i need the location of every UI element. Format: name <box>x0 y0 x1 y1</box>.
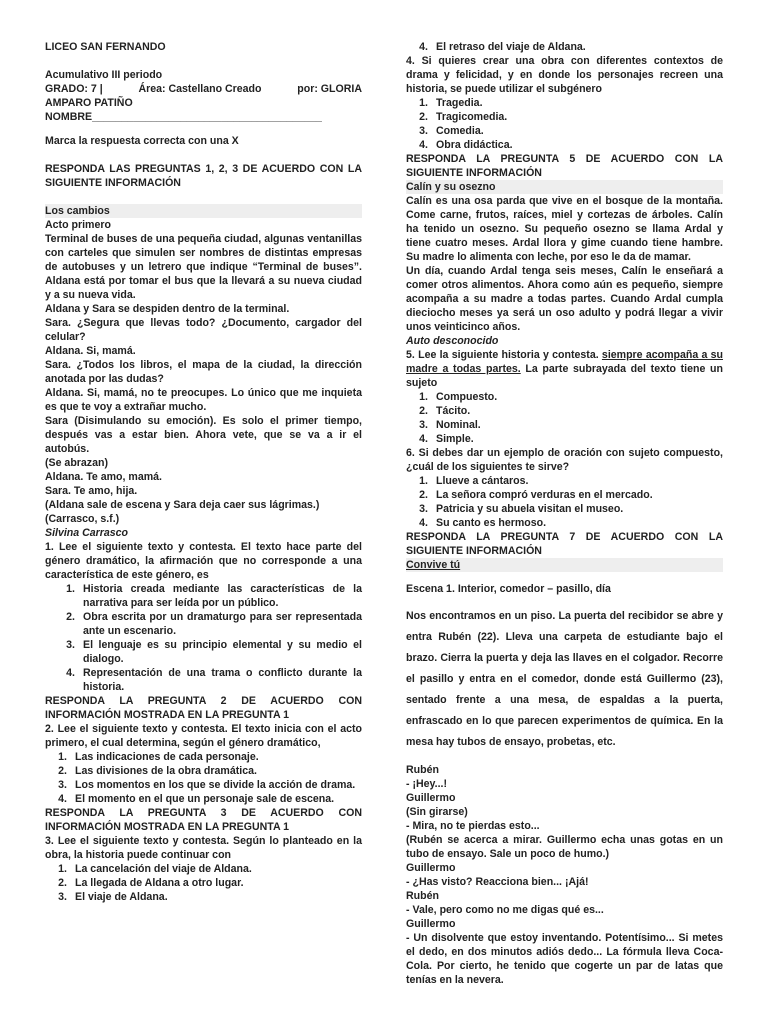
question-2-options <box>45 750 362 806</box>
answer-option[interactable]: 4. Representación de una trama o conflicto durante la historia. <box>66 667 362 693</box>
question-5-prompt-end: La parte subrayada del texto tiene un sujeto <box>406 363 723 389</box>
answer-option[interactable]: 2. La llegada de Aldana a otro lugar. <box>58 877 244 889</box>
question-2-heading: RESPONDA LA PREGUNTA 2 DE ACUERDO CON INFORMACIÓN MOSTRADA EN LA PREGUNTA 1 <box>45 695 362 721</box>
question-6-options <box>406 474 723 530</box>
answer-option[interactable]: 3. Los momentos en los que se divide la acción de drama. <box>58 779 356 791</box>
grade-line <box>45 82 362 96</box>
answer-option[interactable]: 4. Obra didáctica. <box>419 139 513 151</box>
dialogue-line: - ¿Has visto? Reacciona bien... ¡Ajá! <box>406 876 589 888</box>
answer-option[interactable]: 1. La cancelación del viaje de Aldana. <box>58 863 252 875</box>
answer-option[interactable]: 4. El momento en el que un personaje sale de escena. <box>58 793 335 805</box>
period-label: Acumulativo III periodo <box>45 69 163 81</box>
story-line: Sara. ¿Todos los libros, el mapa de la ciudad, la dirección anotada por las dudas? <box>45 359 362 385</box>
answer-option[interactable]: 2. La señora compró verduras en el mercado. <box>419 489 653 501</box>
question-5-options <box>406 390 723 446</box>
student-name-line[interactable]: NOMBRE_______________________________________ <box>45 111 322 123</box>
dialogue-line: Guillermo <box>406 862 456 874</box>
answer-option[interactable]: 1. Historia creada mediante las características de la narrativa para ser leída por un público. <box>66 583 362 609</box>
left-column <box>45 40 362 904</box>
answer-option[interactable]: 2. Tragicomedia. <box>419 111 508 123</box>
story-2-source: Auto desconocido <box>406 335 499 347</box>
area-label: Área: Castellano Creado <box>138 83 262 95</box>
dialogue-line: Guillermo <box>406 792 456 804</box>
scene-description: Nos encontramos en un piso. La puerta del recibidor se abre y entra Rubén (22). Lleva una carpeta de estudiante bajo el brazo. Cierra la puerta y deja las llaves en el colgador. Recorre el pasillo y entra en el comedor, donde está Guillermo (23), sentado frente a una mesa, de espaldas a la puerta, enfrascado en lo que parecen experimentos de química. En la mesa hay tubos de ensayo, probetas, etc. <box>406 610 723 748</box>
story-author: Silvina Carrasco <box>45 527 129 539</box>
dialogue-line: Rubén <box>406 890 439 902</box>
answer-option[interactable]: 4. Su canto es hermoso. <box>419 517 547 529</box>
story-3-title: Convive tú <box>406 558 723 572</box>
story-line: Terminal de buses de una pequeña ciudad, algunas ventanillas con carteles que simulen ser nombres de distintas empresas de autobuses y un letrero que indique “Terminal de buses”. Aldana está por tomar el bus que la llevará a su nueva ciudad y a su nueva vida. <box>45 233 362 301</box>
right-column <box>406 40 723 987</box>
teacher-by-label: por: GLORIA <box>297 83 362 95</box>
instruction-text: Marca la respuesta correcta con una X <box>45 135 239 147</box>
dialogue-line: (Rubén se acerca a mirar. Guillermo echa unas gotas en un tubo de ensayo. Sale un poco de humo.) <box>406 834 723 860</box>
story-line: Aldana. Te amo, mamá. <box>45 471 162 483</box>
question-7-heading: RESPONDA LA PREGUNTA 7 DE ACUERDO CON LA SIGUIENTE INFORMACIÓN <box>406 531 723 557</box>
question-6-text: 6. Si debes dar un ejemplo de oración con sujeto compuesto, ¿cuál de los siguientes te sirve? <box>406 447 723 473</box>
answer-option[interactable]: 4. Simple. <box>419 433 474 445</box>
answer-option[interactable]: 1. Compuesto. <box>419 391 498 403</box>
dialogue-line: Rubén <box>406 764 439 776</box>
story-title: Los cambios <box>45 204 362 218</box>
dialogue-line: - Mira, no te pierdas esto... <box>406 820 540 832</box>
question-3-text: 3. Lee el siguiente texto y contesta. Según lo planteado en la obra, la historia puede continuar con <box>45 835 362 861</box>
answer-option[interactable]: 3. Comedia. <box>419 125 484 137</box>
story-line: (Carrasco, s.f.) <box>45 513 120 525</box>
question-3-options-continued <box>406 40 723 54</box>
answer-option[interactable]: 4. El retraso del viaje de Aldana. <box>419 41 586 53</box>
question-5-text <box>406 348 723 390</box>
story-line: (Se abrazan) <box>45 457 108 469</box>
answer-option[interactable]: 3. El lenguaje es su principio elemental y su medio el dialogo. <box>66 639 362 665</box>
grade-label: GRADO: 7 | <box>45 83 103 95</box>
question-5-prompt: 5. Lee la siguiente historia y contesta. <box>406 349 599 361</box>
underlined-phrase: siempre acompaña a su madre a todas partes. <box>406 349 723 375</box>
question-1-options <box>45 582 362 694</box>
answer-option[interactable]: 1. Tragedia. <box>419 97 483 109</box>
story-2-paragraph: Calín es una osa parda que vive en el bosque de la montaña. Come carne, frutos, raíces, miel y cortezas de árboles. Calín ha tenido un osezno. Su pequeño osezno se llama Ardal y tiene cuatro meses. Ardal llora y gime cuando tiene hambre. Su madre lo alimenta con leche, por eso le da de mamar. <box>406 195 723 263</box>
answer-option[interactable]: 2. Obra escrita por un dramaturgo para ser representada ante un escenario. <box>66 611 362 637</box>
section-heading-1-3: RESPONDA LAS PREGUNTAS 1, 2, 3 DE ACUERDO CON LA SIGUIENTE INFORMACIÓN <box>45 163 362 189</box>
story-line: (Aldana sale de escena y Sara deja caer sus lágrimas.) <box>45 499 320 511</box>
story-line: Aldana y Sara se despiden dentro de la terminal. <box>45 303 290 315</box>
answer-option[interactable]: 3. Patricia y su abuela visitan el museo. <box>419 503 624 515</box>
question-2-text: 2. Lee el siguiente texto y contesta. El texto inicia con el acto primero, el cual determina, según el género dramático, <box>45 723 362 749</box>
story-line: Sara. Te amo, hija. <box>45 485 138 497</box>
answer-option[interactable]: 2. Las divisiones de la obra dramática. <box>58 765 257 777</box>
act-label: Acto primero <box>45 219 111 231</box>
question-5-heading: RESPONDA LA PREGUNTA 5 DE ACUERDO CON LA SIGUIENTE INFORMACIÓN <box>406 153 723 179</box>
teacher-name: AMPARO PATIÑO <box>45 97 133 109</box>
scene-heading: Escena 1. Interior, comedor – pasillo, día <box>406 583 611 595</box>
question-3-heading: RESPONDA LA PREGUNTA 3 DE ACUERDO CON INFORMACIÓN MOSTRADA EN LA PREGUNTA 1 <box>45 807 362 833</box>
question-4-options <box>406 96 723 152</box>
story-line: Sara (Disimulando su emoción). Es solo el primer tiempo, después vas a estar bien. Ahora vete, que se va a ir el autobús. <box>45 415 362 455</box>
question-1-text: 1. Lee el siguiente texto y contesta. El texto hace parte del género dramático, la afirmación que no corresponde a una característica de este género, es <box>45 541 362 581</box>
answer-option[interactable]: 2. Tácito. <box>419 405 471 417</box>
question-3-options <box>45 862 362 904</box>
dialogue-line: (Sin girarse) <box>406 806 468 818</box>
dialogue-line: - Un disolvente que estoy inventando. Potentísimo... Si metes el dedo, en dos minutos adiós dedo... La fórmula lleva Coca-Cola. Por cierto, he tenido que cogerte un par de latas que tenías en la nevera. <box>406 932 723 986</box>
dialogue-line: - ¡Hey...! <box>406 778 448 790</box>
story-line: Aldana. Si, mamá. <box>45 345 136 357</box>
answer-option[interactable]: 1. Las indicaciones de cada personaje. <box>58 751 259 763</box>
story-line: Aldana. Si, mamá, no te preocupes. Lo único que me inquieta es que te voy a extrañar mucho. <box>45 387 362 413</box>
story-2-title: Calín y su osezno <box>406 180 723 194</box>
school-name: LICEO SAN FERNANDO <box>45 41 166 53</box>
answer-option[interactable]: 3. Nominal. <box>419 419 481 431</box>
dialogue-line: - Vale, pero como no me digas qué es... <box>406 904 604 916</box>
question-4-text: 4. Si quieres crear una obra con diferentes contextos de drama y felicidad, y en donde los personajes recreen una historia, se puede utilizar el subgénero <box>406 55 723 95</box>
story-2-paragraph: Un día, cuando Ardal tenga seis meses, Calín le enseñará a comer otros alimentos. Ahora como aún es pequeño, siempre acompaña a su madre a todas partes. Cuando Ardal cumpla dieciocho meses ya será un oso adulto y podrá llegar a vivir unos veinticinco años. <box>406 265 723 333</box>
dialogue-line: Guillermo <box>406 918 456 930</box>
answer-option[interactable]: 3. El viaje de Aldana. <box>58 891 168 903</box>
answer-option[interactable]: 1. Llueve a cántaros. <box>419 475 529 487</box>
story-line: Sara. ¿Segura que llevas todo? ¿Documento, cargador del celular? <box>45 317 362 343</box>
